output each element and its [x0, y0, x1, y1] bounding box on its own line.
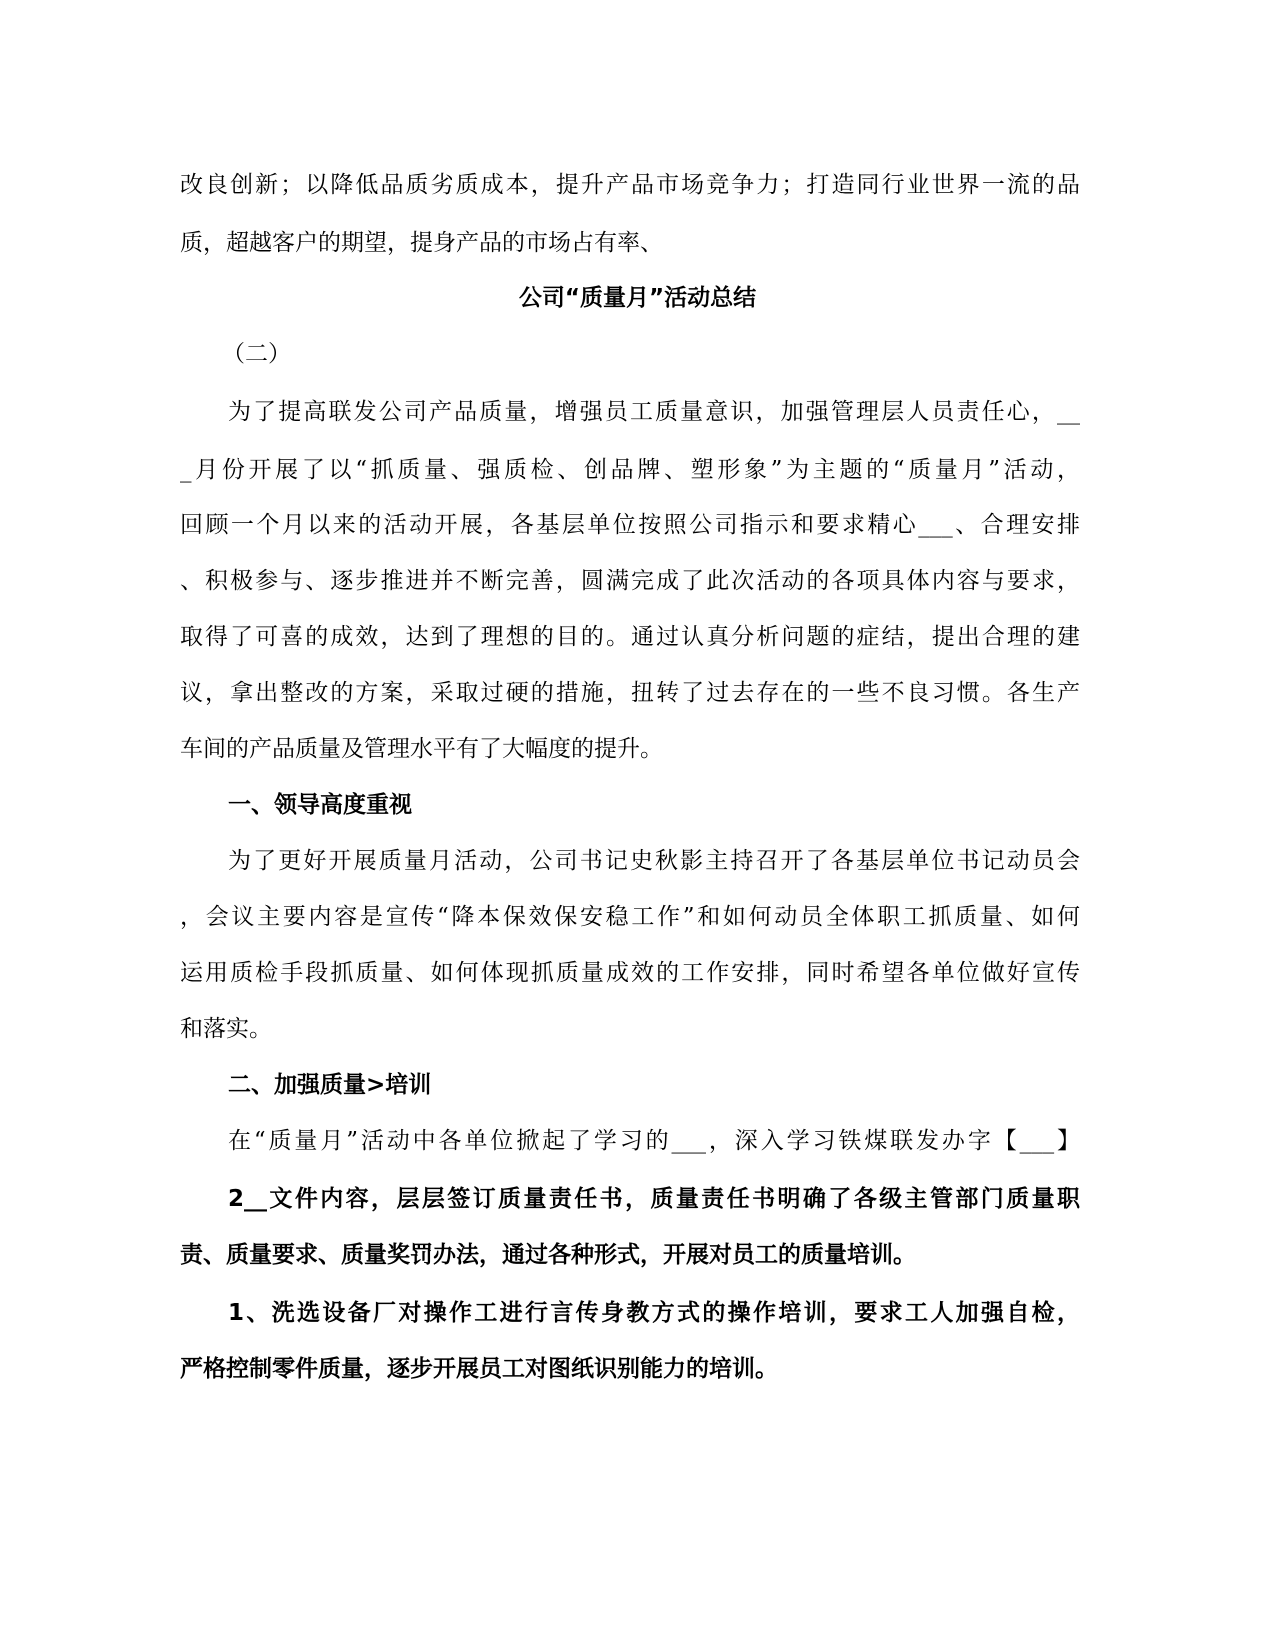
para1-line-5: 取得了可喜的成效，达到了理想的目的。通过认真分析问题的症结，提出合理的建 — [180, 624, 1080, 650]
heading-leadership: 一、领导高度重视 — [228, 792, 412, 818]
heading-training: 二、加强质量>培训 — [228, 1072, 432, 1098]
document-title: 公司“质量月”活动总结 — [518, 285, 757, 311]
para1-line-6: 议，拿出整改的方案，采取过硬的措施，扭转了过去存在的一些不良习惯。各生产 — [180, 680, 1080, 706]
intro-line-2: 质，超越客户的期望，提身产品的市场占有率、 — [180, 230, 663, 256]
intro-line-1: 改良创新；以降低品质劣质成本，提升产品市场竞争力；打造同行业世界一流的品 — [180, 172, 1080, 198]
para1-line-4: 、积极参与、逐步推进并不断完善，圆满完成了此次活动的各项具体内容与要求， — [180, 568, 1080, 594]
para3-line-1: 在“质量月”活动中各单位掀起了学习的___，深入学习铁煤联发办字【___】 — [228, 1128, 1080, 1154]
para2-line-1: 为了更好开展质量月活动，公司书记史秋影主持召开了各基层单位书记动员会 — [228, 848, 1080, 874]
bold-para1-line-2: 责、质量要求、质量奖罚办法，通过各种形式，开展对员工的质量培训。 — [180, 1242, 916, 1268]
bold-para2-line-2: 严格控制零件质量，逐步开展员工对图纸识别能力的培训。 — [180, 1356, 778, 1382]
para1-line-1: 为了提高联发公司产品质量，增强员工质量意识，加强管理层人员责任心，__ — [228, 399, 1080, 425]
section-number: （二） — [222, 341, 291, 367]
bold-para2-line-1: 1、洗选设备厂对操作工进行言传身教方式的操作培训，要求工人加强自检， — [228, 1300, 1080, 1326]
para2-line-4: 和落实。 — [180, 1016, 272, 1042]
para1-line-2: _月份开展了以“抓质量、强质检、创品牌、塑形象”为主题的“质量月”活动， — [180, 457, 1080, 483]
para2-line-3: 运用质检手段抓质量、如何体现抓质量成效的工作安排，同时希望各单位做好宣传 — [180, 960, 1080, 986]
para1-line-7: 车间的产品质量及管理水平有了大幅度的提升。 — [180, 736, 663, 762]
bold-para1-line-1: 2__文件内容，层层签订质量责任书，质量责任书明确了各级主管部门质量职 — [228, 1186, 1080, 1212]
para1-line-3: 回顾一个月以来的活动开展，各基层单位按照公司指示和要求精心___、合理安排 — [180, 512, 1080, 538]
para2-line-2: ，会议主要内容是宣传“降本保效保安稳工作”和如何动员全体职工抓质量、如何 — [180, 904, 1080, 930]
